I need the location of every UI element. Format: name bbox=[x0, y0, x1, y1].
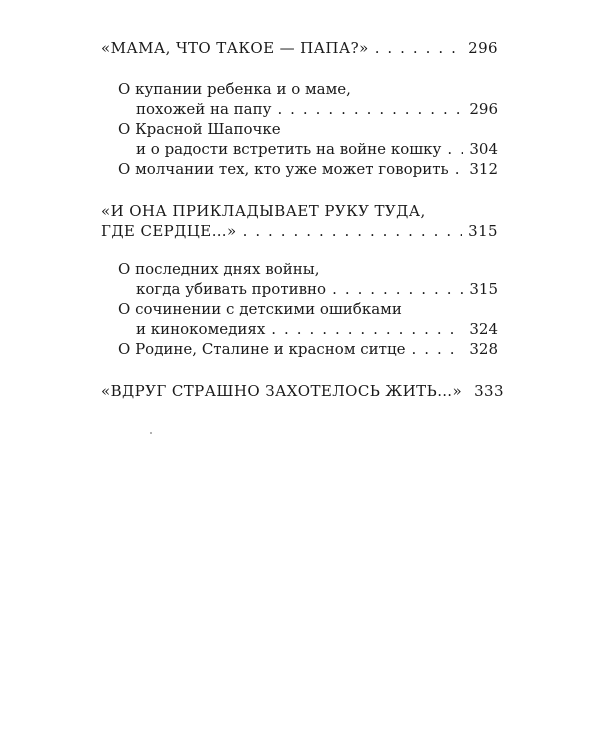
page-number: 312 bbox=[469, 160, 498, 178]
toc-entry-line bbox=[118, 299, 498, 319]
dot-leader bbox=[332, 279, 463, 299]
toc-entry-line bbox=[118, 79, 498, 99]
section-title-text: «ВДРУГ СТРАШНО ЗАХОТЕЛОСЬ ЖИТЬ…» bbox=[101, 382, 463, 400]
page-number: 333 bbox=[474, 382, 504, 400]
section-title-text: «МАМА, ЧТО ТАКОЕ — ПАПА?» bbox=[101, 39, 369, 57]
entry-text: и кинокомедиях bbox=[136, 320, 266, 338]
page-number: 296 bbox=[468, 39, 498, 57]
toc-entry-line bbox=[118, 159, 498, 179]
stray-mark bbox=[150, 432, 152, 434]
page-number: 328 bbox=[469, 340, 498, 358]
toc-entry-line bbox=[136, 139, 498, 159]
toc-entry-line bbox=[136, 319, 498, 339]
dot-leader bbox=[243, 221, 463, 241]
toc-entry-line bbox=[118, 259, 498, 279]
page-number: 304 bbox=[469, 140, 498, 158]
toc-entry-line bbox=[136, 99, 498, 119]
entry-text: и о радости встретить на войне кошку bbox=[136, 140, 442, 158]
section-title-text: ГДЕ СЕРДЦЕ…» bbox=[101, 222, 237, 240]
entry-text: О купании ребенка и о маме, bbox=[118, 80, 351, 98]
toc-section-title bbox=[101, 221, 498, 241]
dot-leader bbox=[277, 99, 463, 119]
entry-text: когда убивать противно bbox=[136, 280, 327, 298]
page-number: 315 bbox=[469, 280, 498, 298]
dot-leader bbox=[375, 38, 462, 58]
toc-section-title bbox=[101, 38, 498, 58]
toc-entry-line bbox=[118, 339, 498, 359]
dot-leader bbox=[455, 159, 464, 179]
page-number: 315 bbox=[468, 222, 498, 240]
entry-text: О Родине, Сталине и красном ситце bbox=[118, 340, 406, 358]
toc-section-title bbox=[101, 381, 504, 401]
dot-leader bbox=[271, 319, 463, 339]
toc-section-title bbox=[101, 201, 498, 221]
page-number: 324 bbox=[469, 320, 498, 338]
toc-entry-line bbox=[118, 119, 498, 139]
section-title-text: «И ОНА ПРИКЛАДЫВАЕТ РУКУ ТУДА, bbox=[101, 202, 426, 220]
dot-leader bbox=[447, 139, 463, 159]
page-number: 296 bbox=[469, 100, 498, 118]
entry-text: О сочинении с детскими ошибками bbox=[118, 300, 402, 318]
entry-text: О Красной Шапочке bbox=[118, 120, 281, 138]
dot-leader bbox=[412, 339, 464, 359]
toc-entry-line bbox=[136, 279, 498, 299]
entry-text: похожей на папу bbox=[136, 100, 272, 118]
entry-text: О молчании тех, кто уже может говорить bbox=[118, 160, 449, 178]
entry-text: О последних днях войны, bbox=[118, 260, 320, 278]
